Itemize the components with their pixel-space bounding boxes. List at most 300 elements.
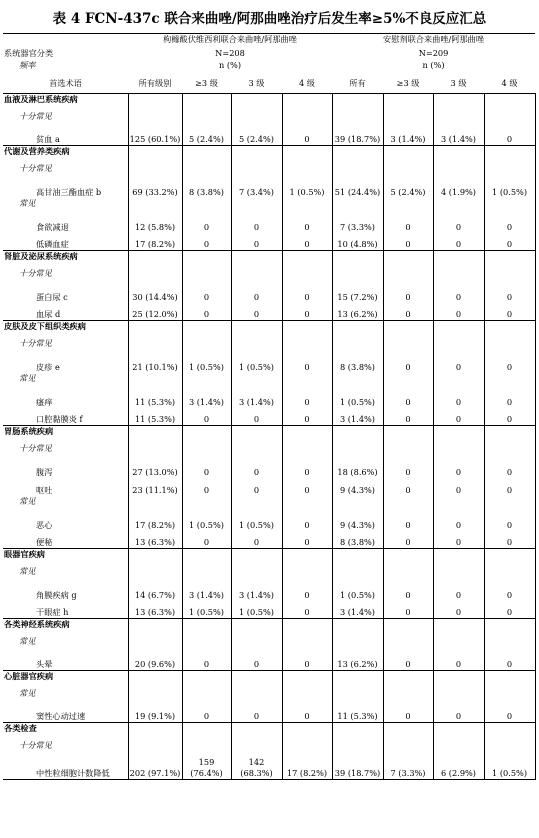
cell [433,549,484,566]
value-cell: 0 [484,233,535,251]
frequency-row [3,443,535,460]
value-cell: 0 [182,705,231,723]
cell [128,688,182,705]
table-title: 表 4 FCN-437c 联合来曲唑/阿那曲唑治疗后发生率≥5%不良反应汇总 [52,11,487,27]
cell [433,740,484,757]
cell [128,723,182,740]
value-cell: 17 (8.2%) [282,757,332,780]
table-row [3,390,535,408]
preferred-term: 便秘 [3,531,128,549]
value-cell: 5 (2.4%) [383,180,433,198]
table-row [3,303,535,321]
cell [383,426,433,443]
cell [182,146,231,163]
preferred-term: 腹泻 [3,460,128,478]
value-cell: 0 [484,513,535,531]
cell [282,321,332,338]
preferred-term: 低磷血症 [3,233,128,251]
frequency-row [3,373,535,390]
frequency-row [3,688,535,705]
value-cell: 0 [484,460,535,478]
cell [332,251,383,268]
value-cell: 0 [484,653,535,671]
table-row [3,215,535,233]
cell [182,163,231,180]
value-cell: 0 [282,215,332,233]
cell [383,723,433,740]
cell [433,268,484,285]
cell [433,443,484,460]
cell [383,549,433,566]
cell [182,94,231,111]
frequency-row [3,338,535,355]
cell [484,373,535,390]
value-cell: 0 [182,653,231,671]
cell [128,373,182,390]
cell [433,146,484,163]
group2-n: N=209 [418,47,449,58]
cell [128,619,182,636]
cell [182,723,231,740]
table-row [3,180,535,198]
group2-label: 安慰剂联合来曲唑/阿那曲唑 [332,34,535,48]
cell [433,688,484,705]
cell [282,636,332,653]
cell [484,426,535,443]
cell [128,549,182,566]
preferred-term: 瘙痒 [3,390,128,408]
frequency-row [3,268,535,285]
cell [433,94,484,111]
frequency-label: 十分常见 [3,111,128,128]
cell [383,443,433,460]
frequency-row [3,636,535,653]
value-cell: 25 (12.0%) [128,303,182,321]
cell [484,566,535,583]
preferred-term: 贫血 a [3,128,128,146]
frequency-label: 常见 [3,566,128,583]
value-cell: 0 [182,285,231,303]
cell [231,163,282,180]
cell [484,251,535,268]
category-label: 肾脏及泌尿系统疾病 [3,251,128,268]
value-cell: 18 (8.6%) [332,460,383,478]
category-row [3,671,535,688]
value-cell: 15 (7.2%) [332,285,383,303]
cell [282,251,332,268]
cell [282,671,332,688]
cell [332,496,383,513]
value-cell: 20 (9.6%) [128,653,182,671]
cell [484,636,535,653]
value-cell: 1 (0.5%) [332,583,383,601]
value-cell: 0 [231,233,282,251]
cell [484,723,535,740]
cell [282,94,332,111]
cell [182,373,231,390]
value-cell: 0 [433,408,484,426]
cell [332,94,383,111]
cell [282,549,332,566]
cell [484,338,535,355]
col-header: 3 级 [433,74,484,94]
value-cell: 0 [433,355,484,373]
cell [128,198,182,215]
cell [231,636,282,653]
cell [128,268,182,285]
value-cell: 0 [383,531,433,549]
cell [182,566,231,583]
cell [231,740,282,757]
value-cell: 3 (1.4%) [332,601,383,619]
value-cell: 13 (6.2%) [332,653,383,671]
freq-header: 频率 [19,59,36,70]
cell [231,688,282,705]
value-cell: 0 [484,705,535,723]
cell [383,146,433,163]
cell [484,496,535,513]
value-cell: 0 [383,653,433,671]
value-cell: 0 [182,303,231,321]
cell [182,443,231,460]
value-cell: 8 (3.8%) [182,180,231,198]
cell [128,338,182,355]
value-cell: 4 (1.9%) [433,180,484,198]
cell [433,723,484,740]
preferred-term: 蛋白尿 c [3,285,128,303]
value-cell: 0 [383,705,433,723]
frequency-label: 常见 [3,373,128,390]
value-cell: 1 (0.5%) [182,513,231,531]
value-cell: 27 (13.0%) [128,460,182,478]
cell [231,373,282,390]
value-cell: 7 (3.3%) [383,757,433,780]
cell [128,163,182,180]
cell [282,198,332,215]
value-cell: 0 [484,478,535,496]
cell [383,198,433,215]
value-cell: 0 [433,531,484,549]
table-row [3,233,535,251]
value-cell: 30 (14.4%) [128,285,182,303]
value-cell: 0 [182,460,231,478]
group1-n: N=208 [215,47,245,58]
frequency-label: 十分常见 [3,163,128,180]
frequency-label: 常见 [3,198,128,215]
value-cell: 0 [383,583,433,601]
value-cell: 3 (1.4%) [332,408,383,426]
preferred-term: 呕吐 [3,478,128,496]
cell [282,740,332,757]
cell [484,198,535,215]
cell [282,426,332,443]
value-cell: 1 (0.5%) [282,180,332,198]
value-cell: 3 (1.4%) [182,583,231,601]
table-row [3,601,535,619]
preferred-term: 高甘油三酯血症 b [3,180,128,198]
frequency-row [3,496,535,513]
value-cell: 0 [231,215,282,233]
cell [383,111,433,128]
cell [332,671,383,688]
value-cell: 13 (6.3%) [128,601,182,619]
value-cell: 0 [433,601,484,619]
value-cell: 0 [231,531,282,549]
table-row [3,355,535,373]
value-cell: 1 (0.5%) [484,180,535,198]
preferred-term: 头晕 [3,653,128,671]
group1-label: 枸橼酸伏维西利联合来曲唑/阿那曲唑 [128,34,332,48]
table-row [3,513,535,531]
value-cell: 0 [282,285,332,303]
value-cell: 0 [282,303,332,321]
cell [182,619,231,636]
value-cell: 0 [484,303,535,321]
preferred-term: 口腔黏膜炎 f [3,408,128,426]
cell [332,111,383,128]
cell [332,268,383,285]
value-cell: 51 (24.4%) [332,180,383,198]
value-cell: 0 [433,303,484,321]
col-header: ≥3 级 [383,74,433,94]
col-header: 4 级 [484,74,535,94]
frequency-label: 常见 [3,636,128,653]
value-cell: 0 [282,390,332,408]
value-cell: 0 [383,355,433,373]
preferred-term: 食欲减退 [3,215,128,233]
col-header: 所有 [332,74,383,94]
cell [332,636,383,653]
cell [231,198,282,215]
value-cell: 5 (2.4%) [231,128,282,146]
cell [231,321,282,338]
value-cell: 1 (0.5%) [484,757,535,780]
cell [433,251,484,268]
cell [282,373,332,390]
term-header: 首选术语 [3,74,128,94]
value-cell: 39 (18.7%) [332,757,383,780]
cell [484,321,535,338]
category-row [3,146,535,163]
table-row [3,285,535,303]
value-cell: 0 [433,215,484,233]
cell [332,373,383,390]
category-row [3,619,535,636]
value-cell: 5 (2.4%) [182,128,231,146]
cell [484,619,535,636]
value-cell: 202 (97.1%) [128,757,182,780]
value-cell: 21 (10.1%) [128,355,182,373]
frequency-label: 十分常见 [3,268,128,285]
cell [383,94,433,111]
category-row [3,94,535,111]
cell [231,268,282,285]
cell [282,146,332,163]
cell [282,723,332,740]
cell [182,111,231,128]
value-cell: 0 [282,653,332,671]
cell [433,636,484,653]
table-row [3,478,535,496]
value-cell: 0 [231,653,282,671]
frequency-label: 常见 [3,688,128,705]
preferred-term: 皮疹 e [3,355,128,373]
value-cell: 0 [383,285,433,303]
cell [332,723,383,740]
value-cell: 7 (3.3%) [332,215,383,233]
value-cell: 0 [484,128,535,146]
value-cell: 0 [383,390,433,408]
value-cell: 0 [231,460,282,478]
value-cell: 11 (5.3%) [128,408,182,426]
cell [484,740,535,757]
value-cell: 1 (0.5%) [182,601,231,619]
value-cell: 0 [182,531,231,549]
cell [128,146,182,163]
value-cell: 0 [383,460,433,478]
cell [484,94,535,111]
cell [484,146,535,163]
value-cell: 1 (0.5%) [231,513,282,531]
frequency-row [3,198,535,215]
value-cell: 0 [433,233,484,251]
cell [231,251,282,268]
header-blank [3,34,128,48]
cell [231,111,282,128]
cell [332,566,383,583]
cell [332,198,383,215]
value-cell: 0 [383,408,433,426]
cell [484,163,535,180]
cell [182,688,231,705]
cell [231,619,282,636]
frequency-label: 十分常见 [3,740,128,757]
value-cell: 9 (4.3%) [332,478,383,496]
table-row [3,583,535,601]
value-cell: 8 (3.8%) [332,355,383,373]
value-cell: 0 [383,303,433,321]
value-cell: 0 [383,215,433,233]
cell [231,443,282,460]
cell [383,251,433,268]
cell [182,198,231,215]
value-cell: 0 [484,583,535,601]
cell [182,268,231,285]
cell [332,163,383,180]
value-cell: 0 [282,601,332,619]
cell [231,723,282,740]
cell [332,321,383,338]
value-cell: 0 [484,531,535,549]
cell [484,688,535,705]
frequency-row [3,566,535,583]
cell [332,443,383,460]
cell [282,111,332,128]
cell [433,338,484,355]
frequency-row [3,740,535,757]
value-cell: 0 [383,233,433,251]
cell [433,111,484,128]
value-cell: 0 [433,513,484,531]
category-row [3,426,535,443]
value-cell: 0 [484,215,535,233]
value-cell: 0 [231,705,282,723]
group1-unit: n (%) [218,59,242,70]
frequency-label: 十分常见 [3,443,128,460]
preferred-term: 角膜疾病 g [3,583,128,601]
value-cell: 8 (3.8%) [332,531,383,549]
cell [383,163,433,180]
cell [231,146,282,163]
value-cell: 1 (0.5%) [332,390,383,408]
cell [484,443,535,460]
cell [484,671,535,688]
value-cell: 0 [182,215,231,233]
cell [231,338,282,355]
cell [128,111,182,128]
value-cell: 14 (6.7%) [128,583,182,601]
category-label: 眼器官疾病 [3,549,128,566]
value-cell: 125 (60.1%) [128,128,182,146]
cell [231,426,282,443]
cell [231,671,282,688]
value-cell: 0 [383,601,433,619]
value-cell: 0 [282,233,332,251]
cell [231,549,282,566]
value-cell: 11 (5.3%) [128,390,182,408]
cell [128,443,182,460]
value-cell: 0 [282,460,332,478]
preferred-term: 中性粒细胞计数降低 [3,757,128,780]
cell [484,268,535,285]
cell [332,549,383,566]
cell [128,426,182,443]
col-header: 所有级别 [128,74,182,94]
cell [383,338,433,355]
value-cell: 0 [282,408,332,426]
cell [282,496,332,513]
cell [433,163,484,180]
cell [383,671,433,688]
cell [282,338,332,355]
table-row [3,531,535,549]
value-cell: 1 (0.5%) [231,601,282,619]
value-cell: 0 [282,705,332,723]
col-header: ≥3 级 [182,74,231,94]
cell [433,619,484,636]
table-row [3,757,535,780]
value-cell: 11 (5.3%) [332,705,383,723]
value-cell: 0 [282,531,332,549]
cell [433,671,484,688]
value-cell: 0 [282,583,332,601]
category-label: 各类检查 [3,723,128,740]
value-cell: 13 (6.2%) [332,303,383,321]
value-cell: 6 (2.9%) [433,757,484,780]
value-cell: 0 [484,390,535,408]
col-header: 4 级 [282,74,332,94]
cell [433,426,484,443]
value-cell: 0 [383,478,433,496]
value-cell: 3 (1.4%) [231,583,282,601]
cell [128,251,182,268]
cell [332,740,383,757]
value-cell: 10 (4.8%) [332,233,383,251]
preferred-term: 恶心 [3,513,128,531]
cell [231,566,282,583]
cell [182,496,231,513]
cell [282,619,332,636]
